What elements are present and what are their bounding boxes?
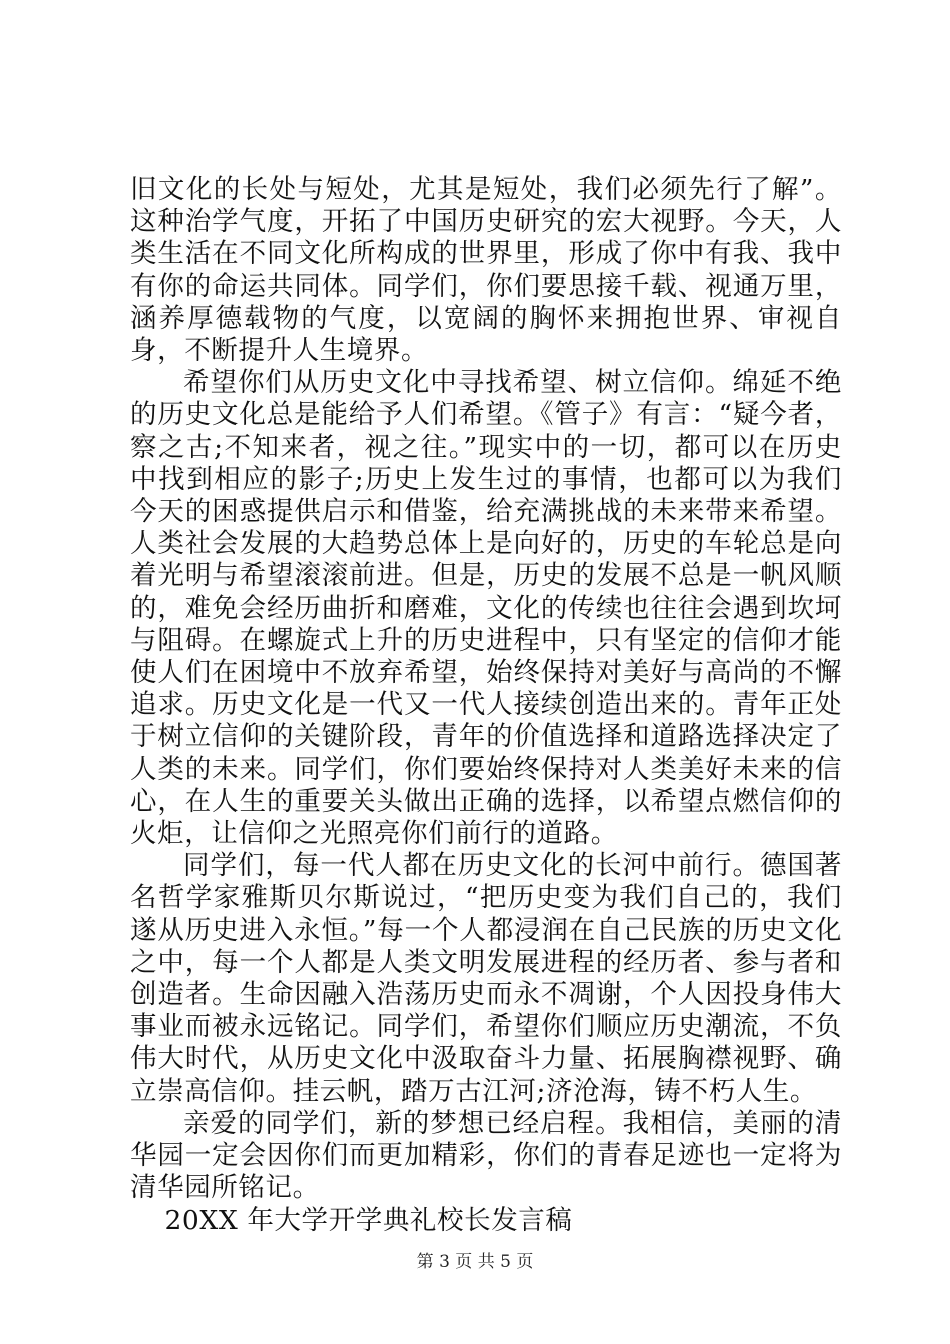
- page-number-footer: 第 3 页 共 5 页: [416, 1252, 534, 1272]
- document-body: [130, 174, 842, 1237]
- paragraph-hope-and-faith: 希望你们从历史文化中寻找希望、树立信仰。绵延不绝的历史文化总是能给予人们希望。《管子》有言：“疑今者，察之古;不知来者，视之往。”现实中的一切，都可以在历史中找到相应的影子;历史上发生过的事情，也都可以为我们今天的困惑提供启示和借鉴，给充满挑战的未来带来希望。人类社会发展的大趋势总体上是向好的，历史的车轮总是向着光明与希望滚滚前进。但是，历史的发展不总是一帆风顺的，难免会经历曲折和磨难，文化的传续也往往会遇到坎坷与阻碍。在螺旋式上升的历史进程中，只有坚定的信仰才能使人们在困境中不放弃希望，始终保持对美好与高尚的不懈追求。历史文化是一代又一代人接续创造出来的。青年正处于树立信仰的关键阶段，青年的价值选择和道路选择决定了人类的未来。同学们，你们要始终保持对人类美好未来的信心，在人生的重要关头做出正确的选择，以希望点燃信仰的火炬，让信仰之光照亮你们前行的道路。: [130, 367, 842, 850]
- closing-title: 20XX 年大学开学典礼校长发言稿: [164, 1204, 573, 1236]
- paragraph-history-river: 同学们，每一代人都在历史文化的长河中前行。德国著名哲学家雅斯贝尔斯说过，“把历史变为我们自己的，我们遂从历史进入永恒。”每一个人都浸润在自己民族的历史文化之中，每一个人都是人类文明发展进程的经历者、参与者和创造者。生命因融入浩荡历史而永不凋谢，个人因投身伟大事业而被永远铭记。同学们，希望你们顺应历史潮流，不负伟大时代，从历史文化中汲取奋斗力量、拓展胸襟视野、确立崇高信仰。挂云帆，踏万古江河;济沧海，铸不朽人生。: [130, 850, 842, 1107]
- paragraph-new-dream: 亲爱的同学们，新的梦想已经启程。我相信，美丽的清华园一定会因你们而更加精彩，你们的青春足迹也一定将为清华园所铭记。: [130, 1107, 842, 1204]
- paragraph-continuation: 旧文化的长处与短处，尤其是短处，我们必须先行了解”。这种治学气度，开拓了中国历史研究的宏大视野。今天，人类生活在不同文化所构成的世界里，形成了你中有我、我中有你的命运共同体。同学们，你们要思接千载、视通万里，涵养厚德载物的气度，以宽阔的胸怀来拥抱世界、审视自身，不断提升人生境界。: [130, 174, 842, 367]
